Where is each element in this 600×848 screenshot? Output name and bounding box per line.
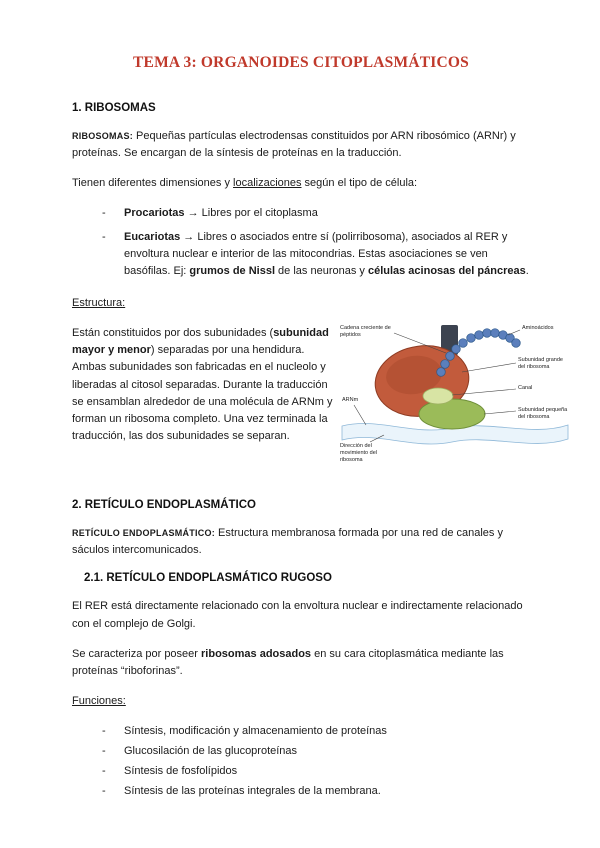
bullet-dash-icon xyxy=(102,229,124,280)
estructura-section xyxy=(72,325,568,477)
section-heading-reticulo: 2. RETÍCULO ENDOPLASMÁTICO xyxy=(72,499,257,512)
list-item-text: Síntesis de fosfolípidos xyxy=(124,764,238,777)
dimensions-sentence xyxy=(72,175,530,192)
label-small-subunit: Subunidad pequeña del ribosoma xyxy=(518,407,568,421)
estructura-heading xyxy=(72,295,530,312)
canal-shape xyxy=(423,388,453,404)
procariotas-term: Procariotas xyxy=(124,207,185,220)
label-direction: Dirección del movimiento del ribosoma xyxy=(340,443,377,464)
label-large-subunit: Subunidad grande del ribosoma xyxy=(518,357,563,371)
list-item-text: Glucosilación de las glucoproteínas xyxy=(124,744,298,757)
label-arnm: ARNm xyxy=(342,397,359,404)
subsection-heading-rugoso: 2.1. RETÍCULO ENDOPLASMÁTICO RUGOSO xyxy=(84,572,332,585)
bullet-dash-icon xyxy=(102,205,124,222)
document-title: TEMA 3: ORGANOIDES CITOPLASMÁTICOS xyxy=(133,54,469,71)
rer-p2-text-2: en su cara citoplasmática mediante las proteínas “riboforinas”. xyxy=(72,647,504,677)
list-item-text: Síntesis de las proteínas integrales de la membrana. xyxy=(124,784,381,797)
ribosomas-def-lead: RIBOSOMAS: xyxy=(72,131,133,141)
eucariotas-desc-1: → Libres o asociados entre sí (polirribosoma), asociados al RER y envoltura nuclear e interior de las mitocondrias. Estas asociaciones se ven basófilas. Ej: xyxy=(124,231,508,278)
estructura-heading-text: Estructura: xyxy=(72,297,126,310)
estructura-text-1: Están constituidos por dos subunidades ( xyxy=(72,327,274,340)
dimensions-pre: Tienen diferentes dimensiones y xyxy=(72,177,234,190)
procariotas-desc: → Libres por el citoplasma xyxy=(184,207,318,220)
grumos-nissl-term: grumos de Nissl xyxy=(189,265,275,278)
ribosomas-definition xyxy=(72,128,530,162)
label-amino-acids: Aminoácidos xyxy=(522,325,554,332)
list-item-text: Síntesis, modificación y almacenamiento de proteínas xyxy=(124,724,387,737)
list-item-text xyxy=(124,205,530,222)
reticulo-def-lead: RETÍCULO ENDOPLASMÁTICO: xyxy=(72,528,215,539)
eucariotas-desc-3: . xyxy=(525,265,529,278)
funciones-heading xyxy=(72,693,530,710)
small-subunit-shape xyxy=(419,399,485,429)
ribosome-diagram xyxy=(340,325,570,477)
celulas-acinosas-term: células acinosas del páncreas xyxy=(367,265,526,278)
subunidades-term: subunidad mayor y menor xyxy=(72,327,329,357)
list-item-funcion-3 xyxy=(72,763,530,780)
label-peptide-chain: Cadena creciente de péptidos xyxy=(340,325,391,339)
estructura-text-2: ) separadas por una hendidura. Ambas subunidades son fabricadas en el nucleolo y liberadas al citosol separadas. Durante la traducción se ensamblan alrededor de una molécula de ARNm y forman un ribosoma completo. Una vez terminada la traducción, las dos subunidades se separan. xyxy=(72,344,333,442)
eucariotas-desc-2: de las neuronas y xyxy=(275,265,368,278)
funciones-list xyxy=(72,723,530,800)
label-canal: Canal xyxy=(518,385,533,392)
estructura-paragraph xyxy=(72,325,340,477)
list-item-eucariotas xyxy=(72,229,530,280)
bullet-dash-icon xyxy=(102,743,124,760)
rer-paragraph-2 xyxy=(72,646,530,680)
dimensions-post: según el tipo de célula: xyxy=(301,177,418,190)
eucariotas-term: Eucariotas xyxy=(124,231,181,244)
list-item-text xyxy=(124,229,530,280)
list-item-procariotas xyxy=(72,205,530,222)
list-item-funcion-4 xyxy=(72,783,530,800)
list-item-funcion-2 xyxy=(72,743,530,760)
reticulo-definition xyxy=(72,525,530,559)
bullet-dash-icon xyxy=(102,783,124,800)
rer-p2-text-1: Se caracteriza por poseer xyxy=(72,647,202,660)
reticulo-def-text: Estructura membranosa formada por una red de canales y sáculos intercomunicados. xyxy=(72,527,503,557)
ribosomas-def-text: Pequeñas partículas electrodensas constituidos por ARN ribosómico (ARNr) y proteínas. Se encargan de la síntesis de proteínas en la traducción. xyxy=(72,130,516,160)
section-heading-ribosomas: 1. RIBOSOMAS xyxy=(72,102,156,114)
list-item-funcion-1 xyxy=(72,723,530,740)
dimensions-underlined-word: localizaciones xyxy=(233,177,302,190)
rer-paragraph-1: El RER está directamente relacionado con la envoltura nuclear e indirectamente relacionado con el complejo de Golgi. xyxy=(72,600,523,630)
funciones-heading-text: Funciones: xyxy=(72,694,126,707)
ribosomas-adosados-term: ribosomas adosados xyxy=(201,647,312,660)
ribosome-types-list xyxy=(72,205,530,280)
bullet-dash-icon xyxy=(102,723,124,740)
bullet-dash-icon xyxy=(102,763,124,780)
